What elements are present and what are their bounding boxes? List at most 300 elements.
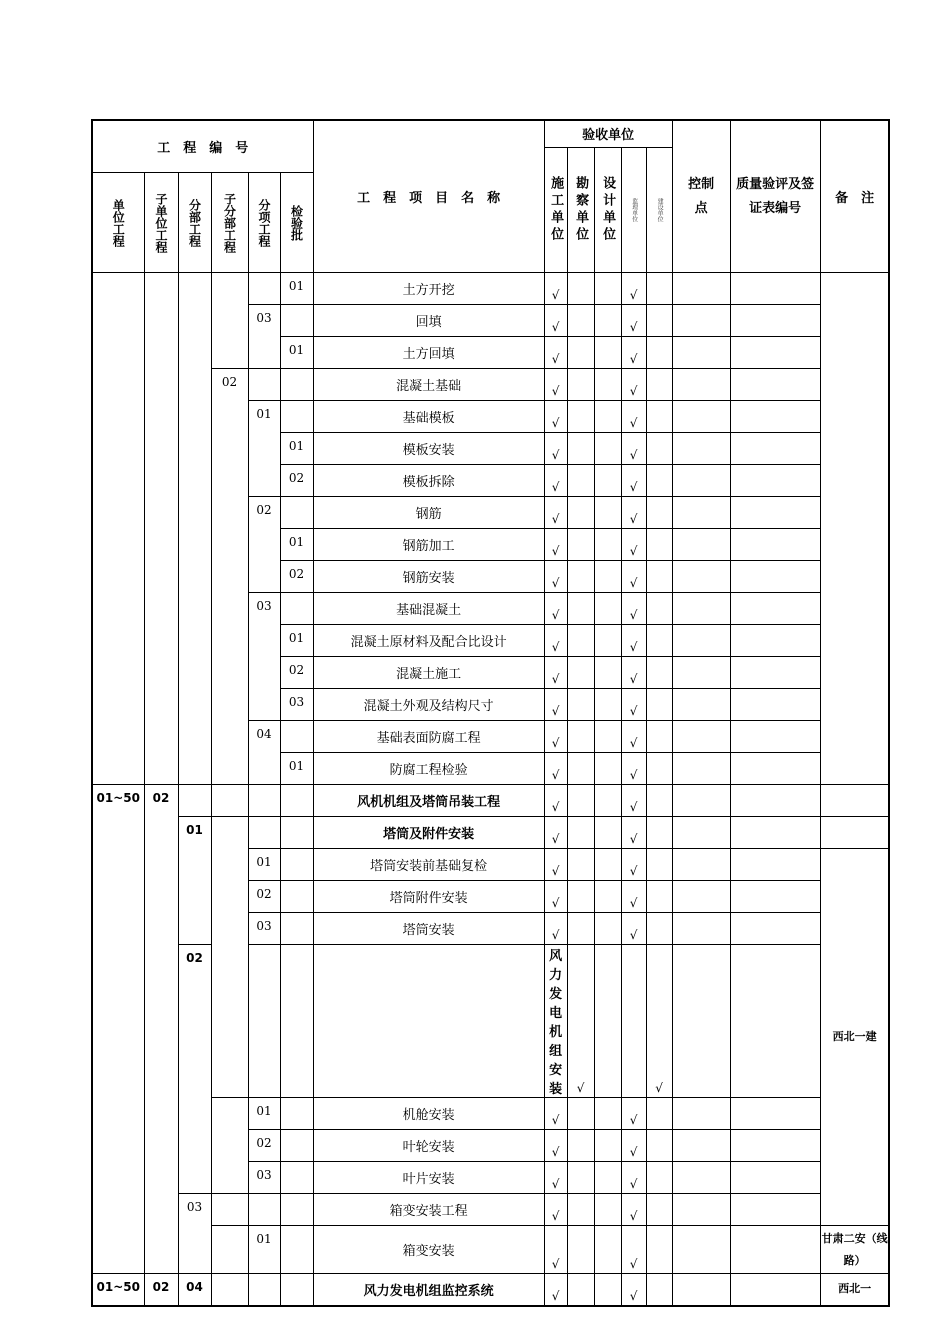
supervision-check-text: √ (629, 416, 638, 430)
design-check (594, 785, 621, 817)
construction-check-text: √ (551, 640, 560, 654)
project-item-name-text: 土方回填 (402, 347, 455, 362)
project-item-name-text: 混凝土基础 (396, 379, 462, 394)
owner-check (646, 785, 672, 817)
code-cell-c4-text: 02 (221, 375, 238, 389)
code-cell-c4 (211, 1274, 248, 1306)
supervision-check (621, 561, 646, 593)
code-cell-c6-text: 02 (288, 663, 305, 677)
construction-check-text: √ (551, 832, 560, 846)
construction-check-text: √ (551, 512, 560, 526)
quality-form-cell (730, 561, 820, 593)
code-cell-c3 (178, 1274, 211, 1306)
supervision-unit-header: 监理单位 (621, 147, 646, 273)
supervision-check (621, 849, 646, 881)
code-cell-c5-text: 03 (256, 599, 272, 613)
survey-check (567, 497, 594, 529)
construction-check-text: √ (576, 1081, 585, 1095)
owner-check (646, 497, 672, 529)
project-item-name-text: 钢筋加工 (402, 539, 455, 554)
construction-unit-header: 施工单位 (544, 147, 567, 273)
control-point-cell (672, 369, 730, 401)
construction-check (544, 401, 567, 433)
owner-check (646, 401, 672, 433)
project-item-name-text: 混凝土原材料及配合比设计 (350, 635, 507, 650)
project-item-name (313, 273, 544, 305)
control-point-cell (672, 881, 730, 913)
code-cell-c6 (280, 689, 313, 721)
remarks-cell-text: 西北一建 (832, 1030, 877, 1043)
quality-form-cell (730, 401, 820, 433)
code-cell-c5 (248, 849, 280, 881)
owner-check (646, 465, 672, 497)
project-item-name-header: 工 程 项 目 名 称 (313, 120, 544, 273)
project-item-name-text: 风力发电机组安装 (549, 949, 563, 1097)
code-cell-c6-text: 01 (288, 535, 305, 549)
project-item-name (313, 1098, 544, 1130)
design-check (594, 1162, 621, 1194)
project-item-name-text: 塔筒及附件安装 (383, 827, 475, 842)
construction-check-text: √ (551, 544, 560, 558)
construction-check (544, 273, 567, 305)
project-item-name (313, 337, 544, 369)
project-item-name-text: 风力发电机组监控系统 (363, 1283, 494, 1299)
control-point-cell (672, 913, 730, 945)
construction-check-text: √ (551, 608, 560, 622)
construction-check (544, 529, 567, 561)
owner-check (646, 1226, 672, 1274)
survey-check (567, 689, 594, 721)
quality-form-cell (730, 273, 820, 305)
project-item-name-text: 叶片安装 (402, 1172, 455, 1187)
control-point-cell (672, 817, 730, 849)
project-item-name (313, 1226, 544, 1274)
control-point-cell (672, 561, 730, 593)
project-item-name-text: 基础表面防腐工程 (376, 731, 481, 746)
project-item-name (313, 657, 544, 689)
supervision-check (621, 913, 646, 945)
owner-check (646, 721, 672, 753)
owner-check (646, 913, 672, 945)
owner-check (646, 337, 672, 369)
code-cell-c6 (280, 305, 313, 337)
project-item-name-text: 模板安装 (402, 443, 455, 458)
survey-check (567, 305, 594, 337)
project-item-name-text: 塔筒附件安装 (389, 891, 468, 906)
code-cell-c6 (280, 593, 313, 625)
code-cell-c1 (92, 1274, 144, 1306)
project-item-name-text: 混凝土施工 (396, 667, 462, 682)
survey-check (567, 337, 594, 369)
supervision-check-text: √ (629, 320, 638, 334)
project-item-name (313, 881, 544, 913)
supervision-check-text: √ (629, 736, 638, 750)
owner-check (646, 273, 672, 305)
owner-check (646, 1194, 672, 1226)
supervision-check-text: √ (629, 800, 638, 814)
design-check (594, 1098, 621, 1130)
owner-check (646, 305, 672, 337)
code-cell-c6 (280, 881, 313, 913)
survey-check (567, 465, 594, 497)
control-point-cell (672, 433, 730, 465)
remarks-cell (820, 1274, 889, 1306)
project-item-name-text: 叶轮安装 (402, 1140, 455, 1155)
construction-check (544, 1226, 567, 1274)
design-check (594, 529, 621, 561)
construction-check (544, 497, 567, 529)
survey-check (567, 369, 594, 401)
survey-unit-header: 勘察单位 (567, 147, 594, 273)
survey-check (567, 625, 594, 657)
code-cell-c6-text: 01 (288, 759, 305, 773)
control-point-cell (672, 529, 730, 561)
code-cell-c6-text: 01 (288, 631, 305, 645)
design-check (594, 561, 621, 593)
quality-form-cell (730, 625, 820, 657)
control-point-cell (672, 593, 730, 625)
code-cell-c6 (280, 273, 313, 305)
table-row (92, 785, 889, 817)
acceptance-unit-header: 验收单位 (544, 120, 672, 147)
quality-form-cell (730, 817, 820, 849)
project-item-name (313, 689, 544, 721)
supervision-check-text: √ (629, 672, 638, 686)
construction-check (544, 337, 567, 369)
code-cell-c5-text: 02 (256, 503, 272, 517)
owner-check (646, 529, 672, 561)
code-cell-c3-text: 02 (186, 951, 203, 965)
construction-check-text: √ (551, 448, 560, 462)
project-code-table (91, 119, 890, 1307)
supervision-check (621, 753, 646, 785)
supervision-check (621, 689, 646, 721)
quality-form-cell (730, 753, 820, 785)
supervision-check (621, 1226, 646, 1274)
code-cell-c6 (280, 1098, 313, 1130)
code-cell-c5-text: 01 (256, 1104, 272, 1118)
project-item-name (313, 913, 544, 945)
code-cell-c4 (211, 1098, 248, 1194)
control-point-cell (672, 753, 730, 785)
supervision-check (621, 273, 646, 305)
remarks-cell (820, 273, 889, 785)
supervision-check (621, 369, 646, 401)
code-cell-c5 (248, 401, 280, 497)
code-cell-c5 (248, 593, 280, 721)
code-cell-c5-text: 01 (256, 1232, 272, 1246)
project-item-name-text: 塔筒安装 (402, 923, 455, 938)
project-item-name (313, 785, 544, 817)
supervision-check-text: √ (629, 832, 638, 846)
project-item-name-text: 基础混凝土 (396, 603, 462, 618)
supervision-check-text: √ (655, 1081, 663, 1095)
supervision-check (621, 1274, 646, 1306)
quality-form-cell (730, 497, 820, 529)
code-cell-c6 (280, 465, 313, 497)
construction-check-text: √ (551, 416, 560, 430)
design-check (594, 497, 621, 529)
construction-check (544, 753, 567, 785)
project-item-name (313, 753, 544, 785)
construction-check-text: √ (551, 736, 560, 750)
design-check (594, 881, 621, 913)
design-check (594, 1226, 621, 1274)
code-cell-c6 (280, 817, 313, 849)
quality-form-cell (730, 433, 820, 465)
code-cell-c6 (280, 433, 313, 465)
code-cell-c6 (313, 945, 544, 1098)
survey-check (567, 561, 594, 593)
quality-form-cell (730, 1226, 820, 1274)
survey-check (567, 817, 594, 849)
control-point-cell (672, 1098, 730, 1130)
quality-form-header: 质量验评及签证表编号 (730, 120, 820, 273)
project-item-name (313, 465, 544, 497)
design-check (594, 913, 621, 945)
code-cell-c5 (248, 305, 280, 369)
table-row (92, 1226, 889, 1274)
code-cell-c5 (248, 1194, 280, 1226)
quality-form-cell (730, 465, 820, 497)
construction-check (544, 913, 567, 945)
quality-form-cell (730, 1162, 820, 1194)
project-item-name (313, 1162, 544, 1194)
design-check (594, 401, 621, 433)
supervision-check-text: √ (629, 1177, 638, 1191)
design-check (594, 337, 621, 369)
construction-check-text: √ (551, 480, 560, 494)
supervision-check (621, 1194, 646, 1226)
quality-form-cell (730, 849, 820, 881)
unit-project-header: 单位工程 (92, 173, 144, 273)
code-cell-c6-text: 02 (288, 567, 305, 581)
quality-form-cell (730, 913, 820, 945)
supervision-check (646, 945, 672, 1098)
code-cell-c6 (280, 913, 313, 945)
control-point-cell (672, 785, 730, 817)
owner-check (646, 881, 672, 913)
quality-form-cell (730, 1274, 820, 1306)
supervision-check-text: √ (629, 896, 638, 910)
quality-form-cell (730, 337, 820, 369)
construction-check-text: √ (551, 1177, 560, 1191)
control-point-cell (672, 1194, 730, 1226)
owner-check (646, 1130, 672, 1162)
control-point-cell (672, 401, 730, 433)
construction-check-text: √ (551, 672, 560, 686)
construction-check-text: √ (551, 864, 560, 878)
code-cell-c6 (280, 625, 313, 657)
code-cell-c4 (211, 785, 248, 817)
supervision-check-text: √ (629, 288, 638, 302)
code-cell-c4 (248, 945, 280, 1098)
construction-check-text: √ (551, 384, 560, 398)
supervision-check-text: √ (629, 704, 638, 718)
construction-check (544, 1194, 567, 1226)
supervision-check (621, 657, 646, 689)
construction-check-text: √ (551, 288, 560, 302)
owner-check (646, 849, 672, 881)
supervision-check (621, 305, 646, 337)
code-cell-c6-text: 01 (288, 439, 305, 453)
project-item-name-text: 钢筋 (415, 507, 442, 522)
code-cell-c6 (280, 561, 313, 593)
project-item-name-text: 机舱安装 (402, 1108, 455, 1123)
project-item-name (313, 817, 544, 849)
code-cell-c6 (280, 657, 313, 689)
project-item-name (313, 433, 544, 465)
code-cell-c5 (248, 721, 280, 785)
project-code-header: 工 程 编 号 (92, 120, 313, 173)
supervision-check (621, 593, 646, 625)
project-item-name-text: 模板拆除 (402, 475, 455, 490)
construction-check-text: √ (551, 1113, 560, 1127)
project-item-name-text: 防腐工程检验 (389, 763, 468, 778)
code-cell-c6-text: 01 (288, 279, 305, 293)
construction-check (567, 945, 594, 1098)
control-point-cell (672, 1130, 730, 1162)
code-cell-c6-text: 03 (288, 695, 305, 709)
code-cell-c3-text: 03 (186, 1200, 203, 1214)
quality-form-cell (730, 689, 820, 721)
control-point-cell (672, 721, 730, 753)
construction-check (544, 849, 567, 881)
code-cell-c5-text: 01 (256, 855, 272, 869)
project-item-name-text: 箱变安装 (402, 1244, 455, 1259)
supervision-check-text: √ (629, 1288, 638, 1303)
construction-check (544, 561, 567, 593)
survey-check (567, 433, 594, 465)
supervision-check-text: √ (629, 480, 638, 494)
code-cell-c6 (280, 529, 313, 561)
owner-check (646, 561, 672, 593)
code-cell-c3 (178, 817, 211, 945)
project-item-name-text: 塔筒安装前基础复检 (370, 859, 488, 874)
quality-form-cell (730, 657, 820, 689)
construction-check-text: √ (551, 704, 560, 718)
code-cell-c4 (211, 1226, 248, 1274)
construction-check-text: √ (551, 1209, 560, 1223)
construction-check (544, 785, 567, 817)
supervision-check (621, 401, 646, 433)
supervision-check (621, 529, 646, 561)
code-cell-c5 (248, 1130, 280, 1162)
owner-unit-header: 建设单位 (646, 147, 672, 273)
project-item-name-text: 钢筋安装 (402, 571, 455, 586)
project-item-name (313, 593, 544, 625)
quality-form-cell (730, 721, 820, 753)
supervision-check-text: √ (629, 576, 638, 590)
supervision-check-text: √ (629, 1113, 638, 1127)
design-check (594, 369, 621, 401)
control-point-cell (672, 849, 730, 881)
construction-check-text: √ (551, 1288, 560, 1303)
supervision-check-text: √ (629, 384, 638, 398)
project-item-name (313, 305, 544, 337)
owner-check (646, 433, 672, 465)
code-cell-c3 (178, 945, 211, 1194)
survey-check (567, 753, 594, 785)
table-row (92, 1274, 889, 1306)
code-cell-c2-text: 02 (152, 791, 170, 805)
code-cell-c5 (248, 369, 280, 401)
remarks-cell-text: 甘肃二安（线路） (821, 1231, 888, 1267)
survey-check (567, 1130, 594, 1162)
sub-division-project-header: 子分部工程 (211, 173, 248, 273)
code-cell-c5 (248, 1098, 280, 1130)
construction-check (544, 1274, 567, 1306)
construction-check-text: √ (551, 896, 560, 910)
code-cell-c5 (248, 1162, 280, 1194)
construction-check-text: √ (551, 800, 560, 814)
code-cell-c4 (211, 273, 248, 369)
code-cell-c6 (280, 1130, 313, 1162)
sub-unit-project-header: 子单位工程 (144, 173, 178, 273)
control-point-cell (672, 305, 730, 337)
code-cell-c1 (92, 273, 144, 785)
project-item-name-text: 土方开挖 (402, 283, 455, 298)
supervision-check (621, 1162, 646, 1194)
design-check (594, 657, 621, 689)
project-item-name (313, 497, 544, 529)
survey-check (567, 1098, 594, 1130)
quality-form-cell (730, 1194, 820, 1226)
remarks-cell-text: 西北一 (838, 1282, 872, 1296)
control-point-cell (672, 689, 730, 721)
code-cell-c6 (280, 337, 313, 369)
code-cell-c6 (280, 497, 313, 529)
design-check (621, 945, 646, 1098)
survey-check (567, 881, 594, 913)
table-row (92, 817, 889, 849)
code-cell-c2 (144, 785, 178, 1274)
owner-check (646, 369, 672, 401)
supervision-check-text: √ (629, 640, 638, 654)
survey-check (594, 945, 621, 1098)
code-cell-c5 (248, 817, 280, 849)
project-item-name-text: 混凝土外观及结构尺寸 (363, 699, 494, 714)
supervision-check-text: √ (629, 928, 638, 942)
code-cell-c5-text: 03 (256, 919, 272, 933)
quality-form-cell (730, 529, 820, 561)
code-cell-c6 (280, 369, 313, 401)
code-cell-c5-text: 01 (256, 407, 272, 421)
code-cell-c5 (248, 913, 280, 945)
code-cell-c6 (280, 1194, 313, 1226)
owner-check (646, 1162, 672, 1194)
supervision-check (621, 433, 646, 465)
quality-form-cell (730, 369, 820, 401)
design-check (594, 721, 621, 753)
supervision-check-text: √ (629, 864, 638, 878)
supervision-check-text: √ (629, 1145, 638, 1159)
supervision-check (621, 1130, 646, 1162)
remarks-header: 备 注 (820, 120, 889, 273)
survey-check (567, 913, 594, 945)
code-cell-c3-text: 01 (186, 823, 203, 837)
control-point-header: 控制点 (672, 120, 730, 273)
construction-check-text: √ (551, 576, 560, 590)
supervision-check (621, 881, 646, 913)
control-point-cell (730, 945, 820, 1098)
project-item-name (313, 1194, 544, 1226)
construction-check (544, 817, 567, 849)
supervision-check (621, 497, 646, 529)
construction-check (544, 657, 567, 689)
owner-check (646, 625, 672, 657)
owner-check (672, 945, 730, 1098)
